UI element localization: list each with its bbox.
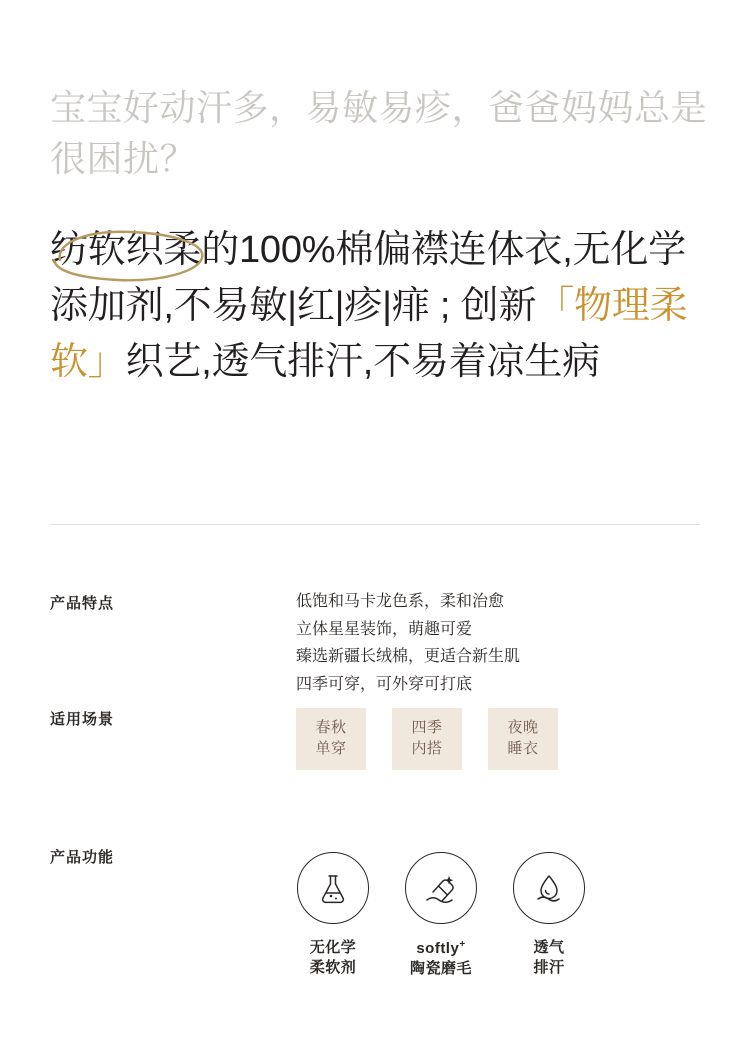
water-drop-icon [513, 852, 585, 924]
section-divider [50, 524, 700, 525]
feature-item: 立体星星装饰，萌趣可爱 [296, 620, 473, 638]
headline-block [50, 82, 710, 184]
function-caption-line2: 排汗 [533, 959, 565, 977]
function-caption [410, 938, 472, 980]
headline-question: 宝宝好动汗多，易敏易疹，爸爸妈妈总是很困扰？ [50, 87, 708, 180]
function-icon-list [296, 852, 586, 980]
scene-tag [296, 708, 366, 770]
features-list [296, 588, 696, 698]
feature-item: 四季可穿，可外穿可打底 [296, 675, 473, 693]
statement-part-1: 纺软织柔的100%棉偏襟连体衣,无化学添加剂,不易敏|红|疹|痱 ; 创新 [50, 229, 686, 328]
functions-label: 产品功能 [50, 849, 115, 866]
function-caption-line2: 陶瓷磨毛 [409, 960, 472, 978]
function-item [296, 852, 370, 980]
eraser-icon [405, 852, 477, 924]
function-caption-line1: 透气 [533, 939, 565, 956]
scene-tag-line1: 四季 [411, 719, 443, 737]
headline-statement [50, 222, 716, 391]
features-label: 产品特点 [50, 595, 115, 612]
scenes-label: 适用场景 [50, 711, 115, 728]
function-caption [310, 938, 357, 979]
scene-tag-line2: 单穿 [315, 740, 347, 757]
scene-tag [488, 708, 558, 770]
function-caption-line2: 柔软剂 [309, 959, 357, 977]
statement-part-2: 织艺,透气排汗,不易着凉生病 [125, 341, 600, 384]
function-caption-sup: + [459, 939, 466, 950]
statement-highlight: 「物理柔软」 [50, 285, 688, 384]
flask-icon [297, 852, 369, 924]
scene-tag-line2: 睡衣 [507, 740, 539, 757]
feature-item: 臻选新疆长绒棉，更适合新生肌 [296, 648, 521, 666]
feature-item: 低饱和马卡龙色系，柔和治愈 [296, 593, 505, 610]
function-caption [533, 938, 564, 979]
scene-tag-line2: 内搭 [411, 740, 443, 757]
function-item [512, 852, 586, 980]
function-caption-line1: 无化学 [309, 939, 357, 956]
scene-tag-line1: 夜晚 [507, 719, 539, 737]
scene-tag-list [296, 708, 558, 770]
scene-tag-line1: 春秋 [315, 719, 347, 737]
function-item [404, 852, 478, 980]
function-caption-line1: softly+ [416, 939, 466, 957]
scene-tag [392, 708, 462, 770]
